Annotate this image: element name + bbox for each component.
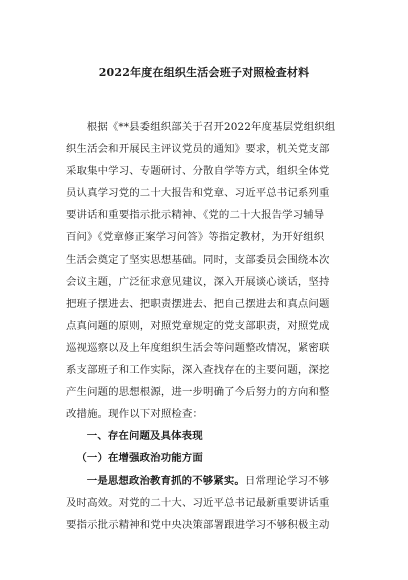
paragraph-line: 系支部班子和工作实际，深入查找存在的主要问题，深挖 (66, 364, 330, 377)
paragraph-line: 员认真学习党的二十大报告和党章、习近平总书记系列重 (66, 187, 330, 200)
intro-paragraph (66, 116, 342, 425)
paragraph-line: 巡视巡察以及上年度组织生活会等问题整改情况，紧密联 (66, 341, 330, 354)
paragraph-line: 产生问题的思想根源，进一步明确了今后努力的方向和整 (66, 386, 330, 399)
paragraph-line: 会议主题，广泛征求意见建议，深入开展谈心谈话，坚持 (66, 275, 330, 288)
section-heading: 一、存在问题及具体表现 (86, 430, 203, 443)
point-lead: 一是思想政治教育抓的不够紧实。 (86, 474, 245, 487)
paragraph-line: 要指示批示精神和党中央决策部署跟进学习不够积极主动 (66, 518, 330, 531)
point-paragraph (66, 470, 342, 536)
document-title: 2022年度在组织生活会班子对照检查材料 (98, 66, 310, 79)
paragraph-line: 根据《**县委组织部关于召开2022年度基层党组织组 (86, 121, 336, 133)
paragraph-line: 点真问题的原则，对照党章规定的党支部职责，对照党成 (66, 319, 330, 332)
paragraph-line: 百问》《党章修正案学习问答》等指定教材，为开好组织 (66, 231, 325, 244)
paragraph-line: 织生活会和开展民主评议党员的通知》要求，机关党支部 (66, 143, 330, 156)
paragraph-line: 改措施。现作以下对照检查： (66, 408, 204, 421)
paragraph-line: 采取集中学习、专题研讨、分散自学等方式，组织全体党 (66, 165, 330, 178)
subsection-heading: （一）在增强政治功能方面 (76, 452, 203, 465)
paragraph-line: 要讲话和重要指示批示精神、《党的二十大报告学习辅导 (66, 209, 325, 222)
paragraph-line: 生活会奠定了坚实思想基础。同时，支部委员会围绕本次 (66, 253, 330, 266)
document-body (66, 116, 342, 536)
point-text: 日常理论学习不够 (244, 474, 330, 487)
paragraph-line (66, 470, 342, 492)
paragraph-line: 及时高效。对党的二十大、习近平总书记最新重要讲话重 (66, 496, 330, 509)
paragraph-line: 把班子摆进去、把职责摆进去、把自己摆进去和真点问题 (66, 297, 330, 310)
